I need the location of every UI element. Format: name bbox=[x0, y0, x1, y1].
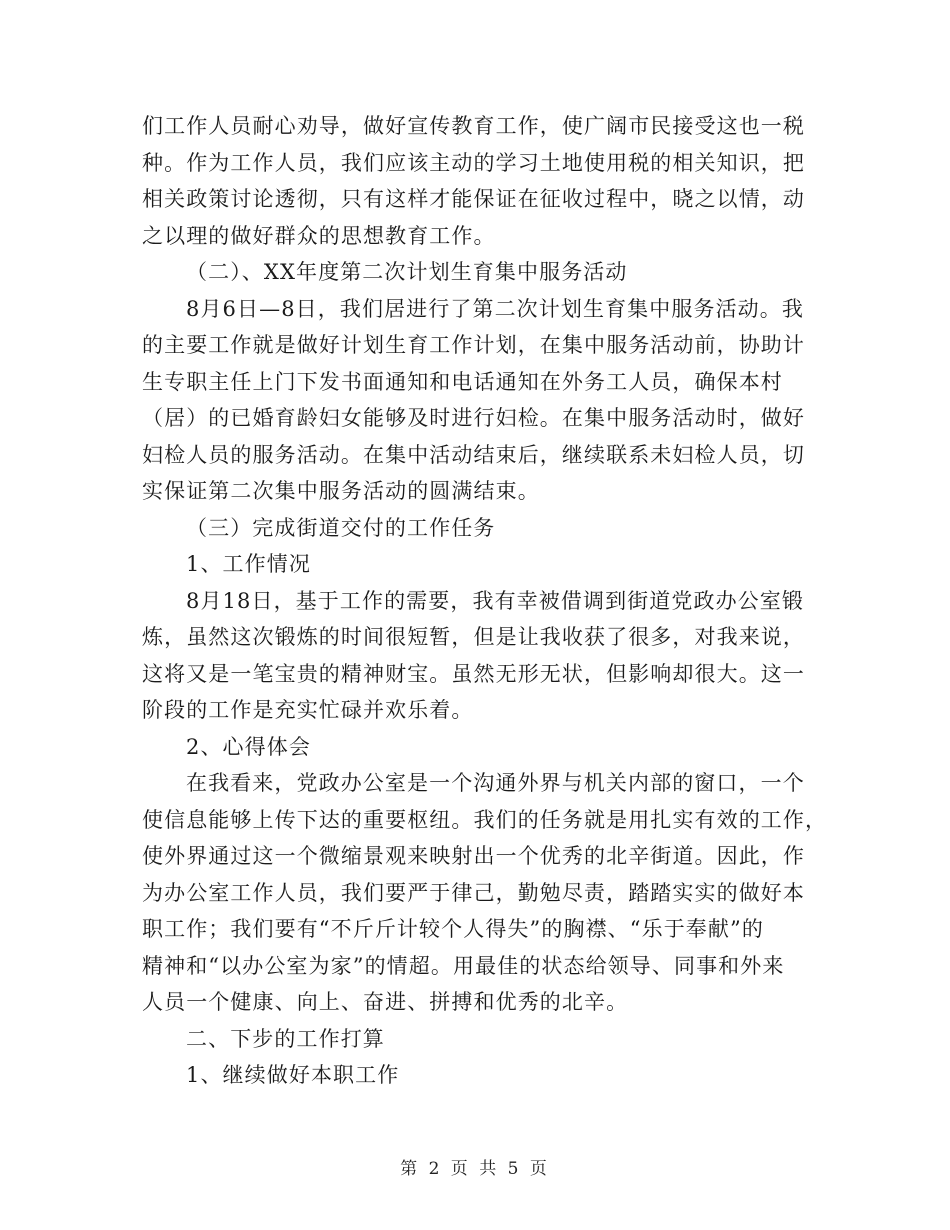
text-line: 阶段的工作是充实忙碌并欢乐着。 bbox=[142, 698, 474, 722]
text-line: 们工作人员耐心劝导，做好宣传教育工作，使广阔市民接受这也一税 bbox=[142, 114, 805, 138]
text-line: 为办公室工作人员，我们要严于律己，勤勉尽责，踏踏实实的做好本 bbox=[142, 880, 805, 905]
text-line: 1、继续做好本职工作 bbox=[186, 1063, 400, 1087]
text-line: 职工作；我们要有“不斤斤计较个人得失”的胸襟、“乐于奉献”的 bbox=[142, 917, 764, 941]
text-line: （三）完成街道交付的工作任务 bbox=[186, 515, 496, 540]
text-line: 2、心得体会 bbox=[186, 734, 311, 759]
text-line: 1、工作情况 bbox=[186, 552, 311, 576]
page-footer: 第 2 页 共 5 页 bbox=[400, 1159, 550, 1179]
text-line: 之以理的做好群众的思想教育工作。 bbox=[142, 223, 496, 248]
text-line: 人员一个健康、向上、奋进、拼搏和优秀的北辛。 bbox=[142, 990, 629, 1014]
text-line: 种。作为工作人员，我们应该主动的学习土地使用税的相关知识，把 bbox=[142, 150, 805, 175]
text-line: （二）、XX年度第二次计划生育集中服务活动 bbox=[186, 260, 628, 284]
text-line: 8月6日—8日，我们居进行了第二次计划生育集中服务活动。我 bbox=[186, 296, 804, 321]
document-body bbox=[142, 108, 828, 1094]
text-line: 使外界通过这一个微缩景观来映射出一个优秀的北辛街道。因此，作 bbox=[142, 844, 805, 868]
text-line: 炼，虽然这次锻炼的时间很短暂，但是让我收获了很多，对我来说， bbox=[142, 625, 805, 649]
text-line: 二、下步的工作打算 bbox=[186, 1026, 385, 1051]
text-line: 生专职主任上门下发书面通知和电话通知在外务工人员，确保本村 bbox=[142, 369, 783, 394]
text-line: 妇检人员的服务活动。在集中活动结束后，继续联系未妇检人员，切 bbox=[142, 442, 805, 467]
text-line: 的主要工作就是做好计划生育工作计划，在集中服务活动前，协助计 bbox=[142, 333, 805, 357]
text-line: 在我看来，党政办公室是一个沟通外界与机关内部的窗口，一个 bbox=[186, 771, 805, 795]
text-line: 相关政策讨论透彻，只有这样才能保证在征收过程中，晓之以情，动 bbox=[142, 187, 805, 211]
text-line: 实保证第二次集中服务活动的圆满结束。 bbox=[142, 479, 540, 503]
text-line: 这将又是一笔宝贵的精神财宝。虽然无形无状，但影响却很大。这一 bbox=[142, 661, 805, 686]
text-line: （居）的已婚育龄妇女能够及时进行妇检。在集中服务活动时，做好 bbox=[142, 406, 805, 430]
text-line: 使信息能够上传下达的重要枢纽。我们的任务就是用扎实有效的工作， bbox=[142, 807, 828, 832]
text-line: 精神和“以办公室为家”的情超。用最佳的状态给领导、同事和外来 bbox=[142, 953, 785, 978]
text-line: 8月18日，基于工作的需要，我有幸被借调到街道党政办公室锻 bbox=[186, 588, 804, 613]
